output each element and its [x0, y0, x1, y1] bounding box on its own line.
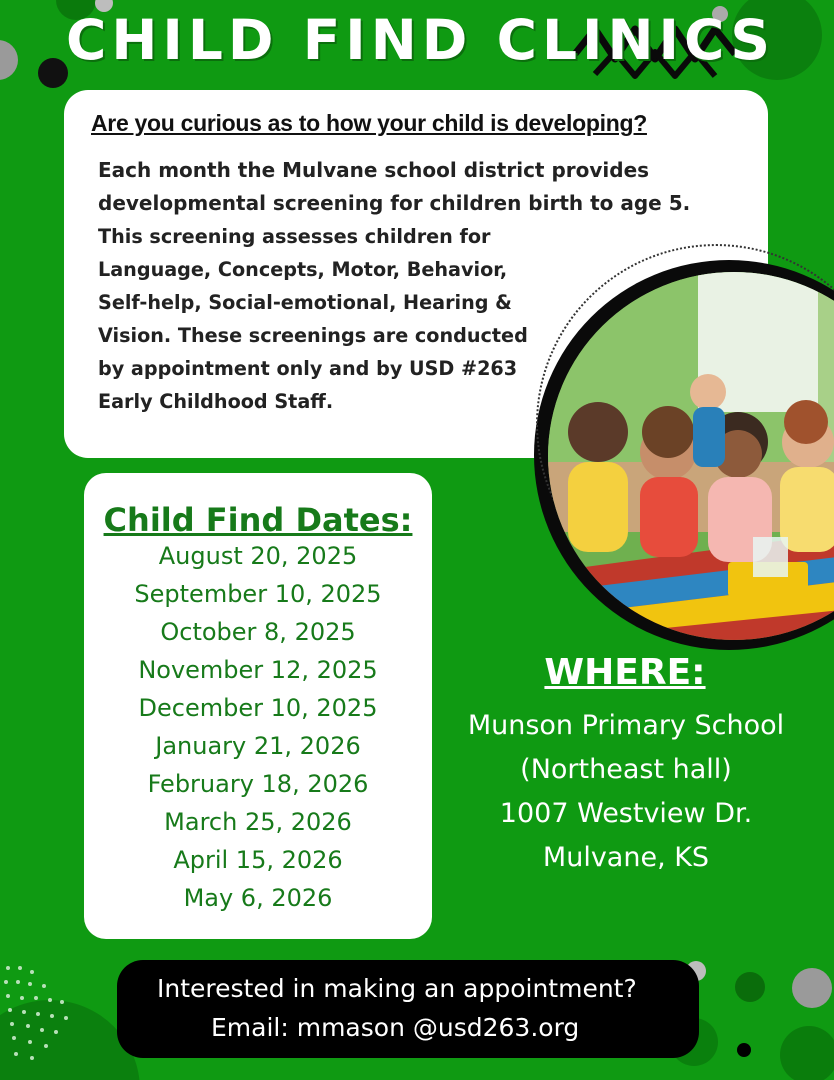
dates-card: [84, 473, 432, 939]
contact-bar: [117, 960, 699, 1058]
date-item: December 10, 2025: [138, 694, 378, 722]
date-item: October 8, 2025: [160, 618, 356, 646]
where-heading: WHERE:: [544, 652, 706, 693]
date-item: February 18, 2026: [147, 770, 369, 798]
where-line-hall: (Northeast hall): [520, 754, 732, 785]
page-title: CHILD FIND CLINICS: [66, 8, 775, 72]
date-item: March 25, 2026: [164, 808, 352, 836]
decor-circle: [0, 40, 18, 80]
intro-paragraph-2: This screening assesses children for Language, Concepts, Motor, Behavior, Self-help, Social-emotional, Hearing & Vision. These screenings are conducted by appointment only and by USD #263 Early Childhood Staff.: [98, 225, 528, 413]
date-item: November 12, 2025: [138, 656, 378, 684]
date-item: August 20, 2025: [158, 542, 358, 570]
decor-circle: [737, 1043, 751, 1057]
where-address: [440, 706, 812, 882]
where-line-school: Munson Primary School: [467, 710, 785, 741]
contact-email[interactable]: Email: mmason @usd263.org: [211, 1013, 580, 1042]
decor-circle: [792, 968, 832, 1008]
intro-paragraph-1-line-1: Each month the Mulvane school district provides: [98, 158, 650, 182]
where-line-street: 1007 Westview Dr.: [499, 798, 753, 829]
intro-question: Are you curious as to how your child is developing?: [91, 110, 647, 136]
decor-circle: [780, 1026, 834, 1080]
decor-circle: [735, 972, 765, 1002]
decor-circle: [38, 58, 68, 88]
dates-heading: Child Find Dates:: [103, 501, 413, 539]
where-line-city: Mulvane, KS: [542, 842, 710, 873]
intro-paragraph-1: [98, 154, 758, 220]
date-item: January 21, 2026: [155, 732, 361, 760]
date-item: April 15, 2026: [173, 846, 343, 874]
date-item: September 10, 2025: [134, 580, 382, 608]
dot-pattern: [0, 960, 110, 1080]
dates-list: [84, 537, 432, 917]
date-item: May 6, 2026: [183, 884, 333, 912]
intro-paragraph-1-line-2: developmental screening for children birth to age 5.: [98, 191, 691, 215]
contact-question: Interested in making an appointment?: [157, 974, 637, 1003]
